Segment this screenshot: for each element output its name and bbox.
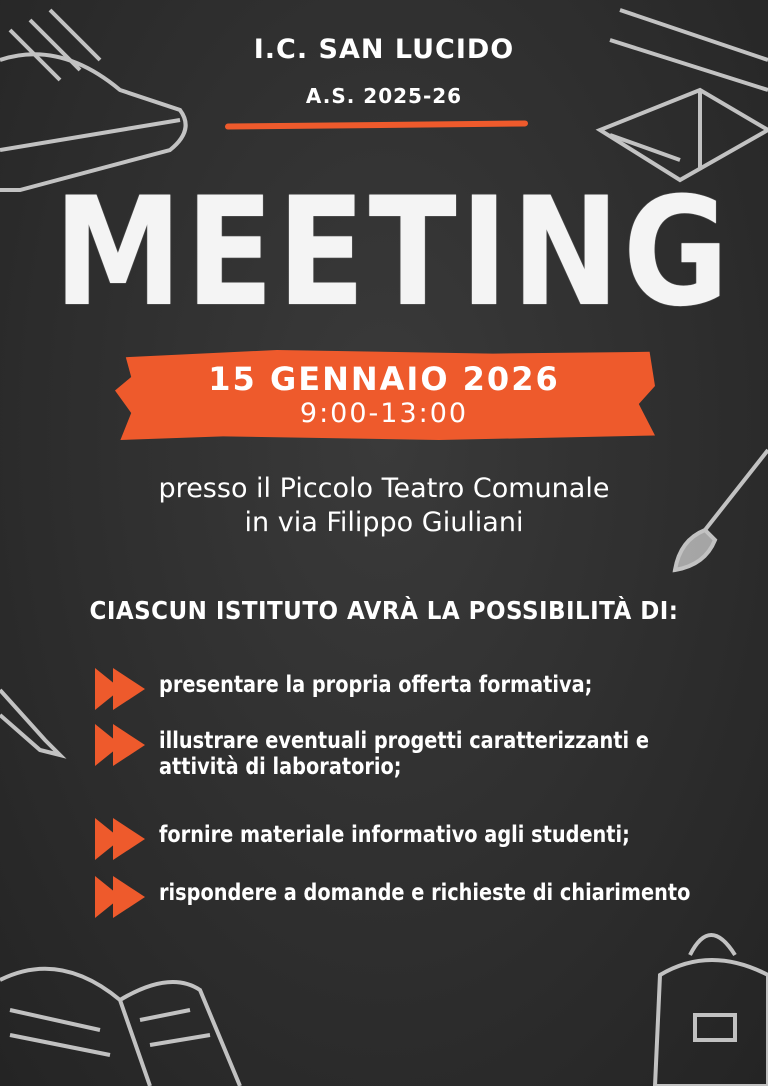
list-item xyxy=(95,672,755,710)
list-item-text xyxy=(159,880,690,906)
list-item-line1: rispondere a domande e richieste di chiarimento xyxy=(159,880,691,906)
list-item-text xyxy=(159,672,592,698)
pencil-sketch-icon xyxy=(0,670,70,770)
double-arrow-icon xyxy=(95,668,147,710)
list-item xyxy=(95,880,755,918)
list-item-line1: presentare la propria offerta formativa; xyxy=(159,672,593,698)
venue xyxy=(0,472,768,540)
list-item-line1: illustrare eventuali progetti caratterizzanti e xyxy=(159,728,649,754)
list-item-line2: attività di laboratorio; xyxy=(159,754,402,780)
event-time: 9:00-13:00 xyxy=(299,398,469,429)
list-item-text xyxy=(159,728,649,780)
open-book-sketch-icon xyxy=(0,940,250,1086)
double-arrow-icon xyxy=(95,724,147,766)
backpack-sketch-icon xyxy=(640,915,768,1086)
double-arrow-icon xyxy=(95,818,147,860)
list-item xyxy=(95,728,755,780)
school-year: A.S. 2025-26 xyxy=(305,84,463,108)
venue-line1: presso il Piccolo Teatro Comunale xyxy=(158,473,610,504)
poster-title: MEETING xyxy=(53,166,733,340)
section-heading: CIASCUN ISTITUTO AVRÀ LA POSSIBILITÀ DI: xyxy=(89,596,679,625)
event-date: 15 GENNAIO 2026 xyxy=(208,360,560,398)
venue-line2: in via Filippo Giuliani xyxy=(244,507,524,538)
list-item-text xyxy=(159,822,630,848)
list-item xyxy=(95,822,755,860)
list-item-line1: fornire materiale informativo agli studenti; xyxy=(159,822,630,848)
double-arrow-icon xyxy=(95,876,147,918)
school-name: I.C. SAN LUCIDO xyxy=(253,34,515,65)
